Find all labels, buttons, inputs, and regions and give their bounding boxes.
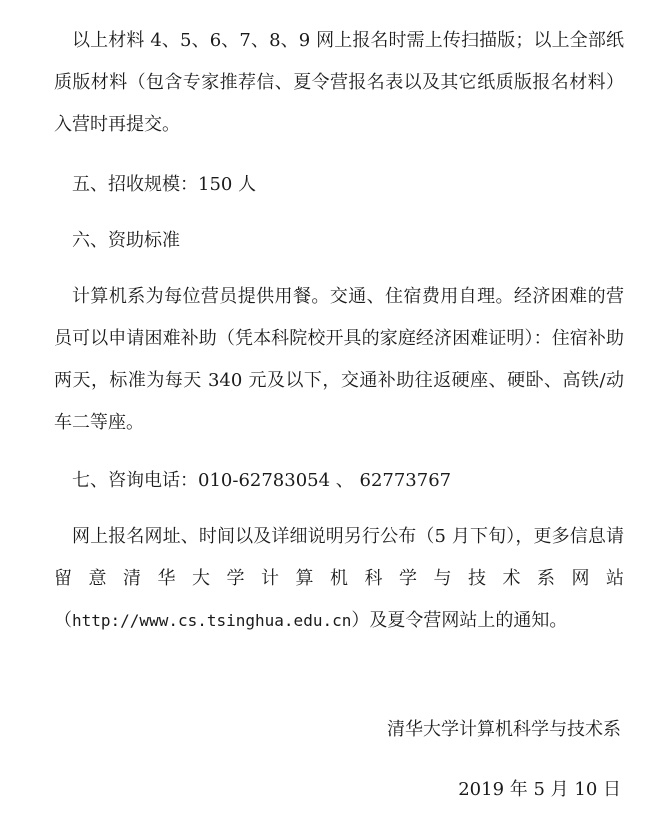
signature: 清华大学计算机科学与技术系 (387, 719, 621, 740)
contact-phone: 七、咨询电话：010-62783054 、 62773767 (72, 470, 452, 491)
website-link[interactable]: http://www.cs.tsinghua.edu.cn (72, 611, 352, 630)
date: 2019 年 5 月 10 日 (458, 779, 621, 800)
notice-text-after: ）及夏令营网站上的通知。 (351, 610, 568, 631)
materials-paragraph: 以上材料 4、5、6、7、8、9 网上报名时需上传扫描版；以上全部纸质版材料（包含专家推荐信、夏令营报名表以及其它纸质版报名材料）入营时再提交。 (54, 30, 624, 135)
funding-heading: 六、资助标准 (72, 230, 180, 251)
notice-text-before: 网上报名网址、时间以及详细说明另行公布（5 月下旬），更多信息请留意清华大学计算机科学与技术系网站（ (54, 526, 624, 631)
funding-paragraph: 计算机系为每位营员提供用餐。交通、住宿费用自理。经济困难的营员可以申请困难补助（凭本科院校开具的家庭经济困难证明）：住宿补助两天，标准为每天 340 元及以下，交通补助往返硬座、硬卧、高铁/动车二等座。 (54, 286, 624, 433)
enrollment-scale: 五、招收规模：150 人 (72, 174, 257, 195)
notice-paragraph (54, 516, 624, 642)
